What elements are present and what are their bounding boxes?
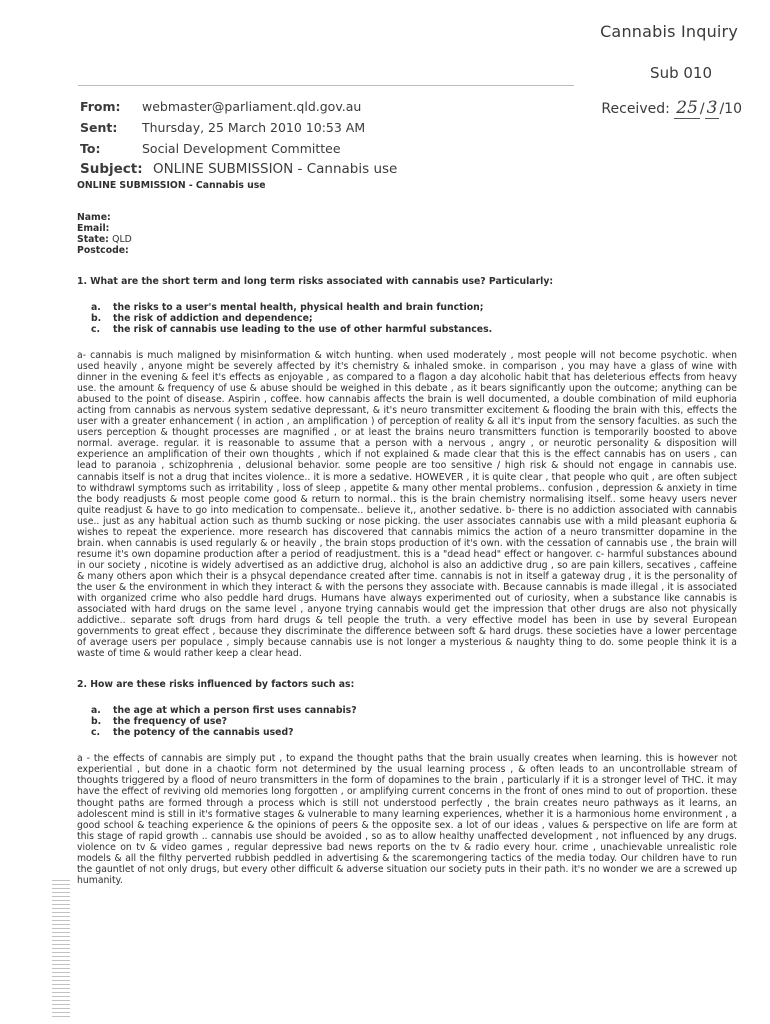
subject-value: ONLINE SUBMISSION - Cannabis use (152, 161, 398, 177)
to-label: To: (80, 141, 101, 156)
question-1-options (91, 302, 737, 335)
email-label: Email: (77, 223, 110, 234)
question-2-options (91, 705, 737, 738)
sent-row (80, 117, 397, 138)
question-2: 2. How are these risks influenced by factors such as: (77, 679, 355, 691)
state-line (77, 234, 737, 245)
option-item (91, 716, 737, 727)
answer-1: a- cannabis is much maligned by misinformation & witch hunting. when used moderately , most people will not become psychotic. when used heavily , anyone might be severely affected by it's chemistry & inhaled smoke. in comparison , you may have a glass of wine with dinner in the evening & feel it's effects as enjoyable , as compared to a flagon a day alcoholic habit that has deleterious effects from heavy use. the amount & frequency of use & abuse should be weighed in this debate , as it bears significantly upon the outcome; anything can be abused to the point of disease. Aspirin , coffee. how cannabis affects the brain is well documented, a double combination of mild euphoria acting from cannabis as nervous system sedative depressant, & it's neuro transmitter excitement & flooding the brain with this, effects the user with a greater enhancement ( in action , an amplification ) of perception of reality & all it's input from the sensory faculties. as such the users perception & thought processes are magnified , or at least the brains neuro transmitters function is temporarily boosted to above normal. average. regular. it is reasonable to assume that a person with a nervous , angry , or neurotic personality & disposition will experience an amplification of their own thoughts , which if not explained & made clear that this is the effect cannabis has on users , can lead to paranoia , schizophrenia , delusional behavior. some people are too sensitive / high risk & should not engage in cannabis use. cannabis itself is not a drug that incites violence.. it is more a sedative. HOWEVER , it is quite clear , that people who quit , are often subject to withdrawl symptoms such as irritability , loss of sleep , appetite & many other mental problems.. confusion , depression & anxiety in time the body readjusts & most people come good & return to normal.. this is the brain chemistry normalising itself.. some heavy users never quite readjust & have to go into medication to compensate.. believe it,, another sedative. b- there is no addiction associated with cannabis use.. just as any habitual action such as thumb sucking or nose picking. the user associates cannabis use with a mild pleasant euphoria & wishes to repeat the experience. more research has discovered that cannabis mimics the action of a neuro transmitter dopamine in the brain. when cannabis is used regularly & or heavily , the brain stops production of it's own. with the cessation of cannabis use , the brain will resume it's own dopamine production after a period of readjustment. this is a "dead head" effect or hangover. c- harmful substances abound in our society , nicotine is widely advertised as an addictive drug, alchohol is also an addictive drug , so are pain killers, secatives , caffeine & many others apon which their is a phsycal dependance created after time. cannabis is not in itself a gateway drug , it is the personality of the user & the environment in which they interact & with the persons they associate with. Because cannabis is made illegal , it is associated with organized crime who also peddle hard drugs. Humans have always experimented out of curiosity, when a substance like cannabis is associated with hard drugs on the same level , anyone trying cannabis would get the impression that other drugs are also not physically addictive.. separate soft drugs from hard drugs & tell people the truth. a very effective model has been in use by several European governments to great effect , because they discriminate the difference between soft & hard drugs. these societies have a lower percentage of average users per populace , simply because cannabis use is not longer a mysterious & naughty thing to do. some people think it is a waste of time & would rather keep a clear head. (77, 350, 737, 660)
option-letter: a. (91, 302, 101, 313)
email-header (80, 96, 397, 180)
option-text: the risks to a user's mental health, physical health and brain function; (113, 302, 484, 313)
received-label: Received: (601, 101, 670, 117)
scan-binding-marks (52, 880, 70, 1020)
sent-label: Sent: (80, 120, 118, 135)
contact-details (77, 212, 737, 256)
answer-2: a - the effects of cannabis are simply put , to expand the thought paths that the brain usually creates when learning. this is however not experiential , but done in a chaotic form not determined by the usual learning process , & often leads to an uncontrollable stream of thoughts triggered by a flood of neuro transmitters in the form of dopamines to the brain , particularly if it is a stronger level of THC. it may have the effect of reviving old memories long forgotten , or amplifying current concerns in the front of ones mind to out of proportion. these thought paths are formed through a process which is still not understood perfectly , the brain creates neuro pathways as it learns, an adolescent mind is still in it's formative stages & vulnerable to many learning experiences, whether it is a harmonious home environment , a good school & teaching experience & the opinions of peers & the opposite sex. a lot of our ideas , values & perspective on life are form at this stage of rapid growth .. cannabis use should be avoided , so as to allow healthy unaffected development , not influenced by any drugs. violence on tv & video games , regular depressive bad news reports on the tv & radio every hour. crime , unachievable unrealistic role models & all the filthy perverted rubbish peddled in advertising & the scaremongering tactics of the media today. Our children have to run the gauntlet of not only drugs, but every other difficult & adverse situation our society puts in their path. it's no wonder we are a screwed up humanity. (77, 753, 737, 886)
postcode-label: Postcode: (77, 245, 129, 256)
option-text: the potency of the cannabis used? (113, 727, 294, 739)
received-month: 3 (706, 98, 718, 118)
email-line (77, 223, 737, 234)
header-divider (78, 85, 574, 86)
option-text: the frequency of use? (113, 716, 228, 728)
sent-value: Thursday, 25 March 2010 10:53 AM (141, 120, 366, 135)
option-text: the risk of cannabis use leading to the use of other harmful substances. (113, 324, 493, 335)
submission-number: Sub 010 (650, 64, 712, 82)
to-row (80, 138, 397, 159)
received-day: 25 (676, 98, 698, 118)
subject-label: Subject: (80, 161, 143, 177)
date-separator: / (699, 101, 705, 117)
option-text: the risk of addiction and dependence; (113, 313, 313, 324)
received-stamp (601, 98, 742, 119)
from-value: webmaster@parliament.qld.gov.au (141, 99, 362, 114)
from-label: From: (80, 99, 121, 114)
subject-row (80, 159, 397, 180)
postcode-line (77, 245, 737, 256)
option-item (91, 324, 737, 335)
option-letter: a. (91, 705, 101, 717)
option-item (91, 705, 737, 716)
option-letter: c. (91, 727, 101, 739)
option-letter: c. (91, 324, 101, 335)
option-text: the age at which a person first uses cannabis? (113, 705, 357, 717)
state-label: State: (77, 234, 109, 245)
question-1: 1. What are the short term and long term risks associated with cannabis use? Particularly: (77, 276, 554, 287)
option-item (91, 727, 737, 738)
state-value: QLD (112, 234, 132, 245)
to-value: Social Development Committee (141, 141, 341, 156)
submission-body (77, 180, 737, 886)
submission-title: ONLINE SUBMISSION - Cannabis use (77, 180, 266, 191)
from-row (80, 96, 397, 117)
name-line (77, 212, 737, 223)
inquiry-title: Cannabis Inquiry (600, 22, 738, 41)
option-item (91, 313, 737, 324)
option-item (91, 302, 737, 313)
option-letter: b. (91, 716, 102, 728)
name-label: Name: (77, 212, 111, 223)
option-letter: b. (91, 313, 102, 324)
received-year: /10 (719, 101, 742, 117)
